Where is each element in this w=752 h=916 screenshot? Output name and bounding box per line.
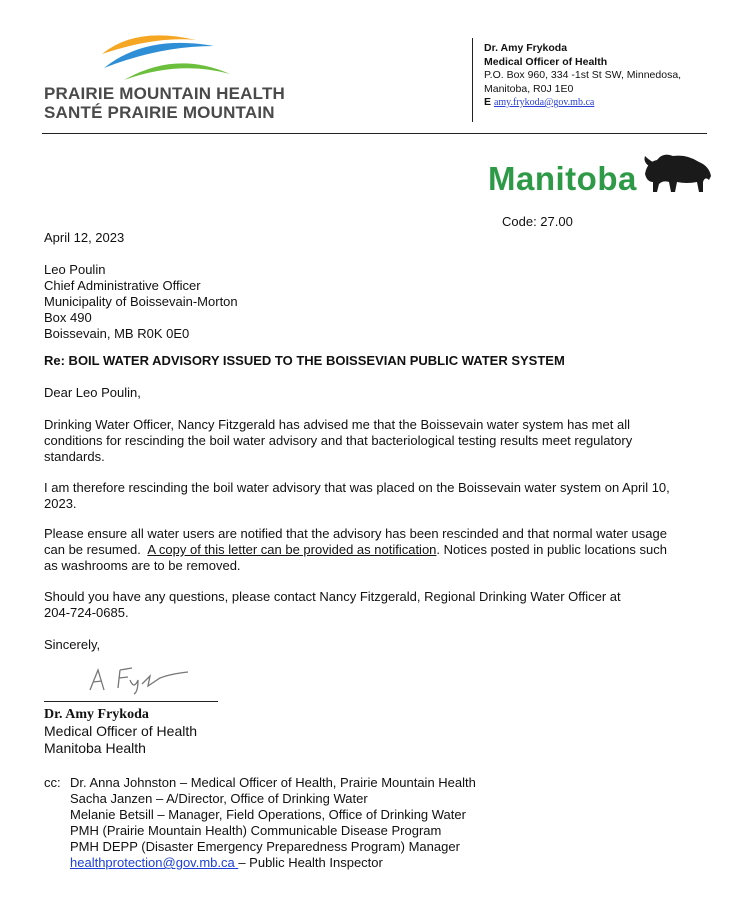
body-line: standards. [44,449,105,464]
org-name-fr: SANTÉ PRAIRIE MOUNTAIN [44,103,275,122]
recipient-name: Leo Poulin [44,262,106,277]
recipient-box: Box 490 [44,310,92,325]
cc-entry: Melanie Betsill – Manager, Field Operations, Office of Drinking Water [70,807,466,822]
signature-line [44,701,218,702]
cc-email-link[interactable]: healthprotection@gov.mb.ca [70,855,239,870]
body-paragraph-1 [44,417,708,465]
signatory-organization: Manitoba Health [44,740,146,756]
pmh-logo-icon [96,30,236,86]
body-paragraph-4 [44,589,708,621]
manitoba-logo-text: Manitoba [488,160,637,197]
body-paragraph-2 [44,480,708,512]
document-code: Code: 27.00 [502,214,573,229]
handwritten-signature [84,662,200,696]
body-line: 204-724-0685. [44,605,129,620]
body-line: I am therefore rescinding the boil water advisory that was placed on the Boissevain water system on April 10, [44,480,670,495]
cc-email-suffix: – Public Health Inspector [238,855,383,870]
sender-name: Dr. Amy Frykoda [484,42,568,54]
cc-list [70,775,476,871]
sender-email-row [484,96,681,110]
cc-entry: PMH (Prairie Mountain Health) Communicable Disease Program [70,823,442,838]
body-line: conditions for rescinding the boil water advisory and that bacteriological testing results meet regulatory [44,433,633,448]
cc-label: cc: [44,775,61,790]
letterhead-divider [472,38,473,122]
header-rule [42,133,707,134]
subject-line: Re: BOIL WATER ADVISORY ISSUED TO THE BOISSEVIAN PUBLIC WATER SYSTEM [44,353,565,368]
org-name-en: PRAIRIE MOUNTAIN HEALTH [44,84,286,103]
body-line: Please ensure all water users are notified that the advisory has been rescinded and that normal water usage [44,526,667,541]
letter-date: April 12, 2023 [44,230,125,245]
notification-note: A copy of this letter can be provided as notification [147,542,437,557]
recipient-address [44,262,708,342]
recipient-organization: Municipality of Boissevain-Morton [44,294,238,309]
body-line: as washrooms are to be removed. [44,558,241,573]
sender-address-line2: Manitoba, R0J 1E0 [484,82,574,95]
body-line: 2023. [44,496,77,511]
bison-icon [641,150,713,196]
sender-block [484,42,681,110]
signatory-title: Medical Officer of Health [44,723,198,739]
cc-entry: PMH DEPP (Disaster Emergency Preparedness Program) Manager [70,839,460,854]
email-prefix: E [484,96,492,108]
recipient-title: Chief Administrative Officer [44,278,201,293]
body-line: Drinking Water Officer, Nancy Fitzgerald has advised me that the Boissevain water system has met all [44,417,630,432]
sender-address-line1: P.O. Box 960, 334 -1st St SW, Minnedosa, [484,69,682,81]
body-line-end: . Notices posted in public locations such [436,542,667,557]
closing: Sincerely, [44,637,101,652]
sender-title: Medical Officer of Health [484,55,608,68]
cc-entry [70,855,476,871]
sender-email-link[interactable]: amy.frykoda@gov.mb.ca [493,97,595,108]
body-line-start: can be resumed. [44,542,148,557]
body-line [44,542,708,558]
body-paragraph-3 [44,526,708,574]
signatory-details [44,723,708,757]
recipient-city: Boissevain, MB R0K 0E0 [44,326,190,341]
salutation: Dear Leo Poulin, [44,385,141,400]
cc-entry: Dr. Anna Johnston – Medical Officer of Health, Prairie Mountain Health [70,775,476,790]
body-line: Should you have any questions, please contact Nancy Fitzgerald, Regional Drinking Water Officer at [44,589,621,604]
signatory-name: Dr. Amy Frykoda [44,707,149,722]
cc-entry: Sacha Janzen – A/Director, Office of Drinking Water [70,791,368,806]
